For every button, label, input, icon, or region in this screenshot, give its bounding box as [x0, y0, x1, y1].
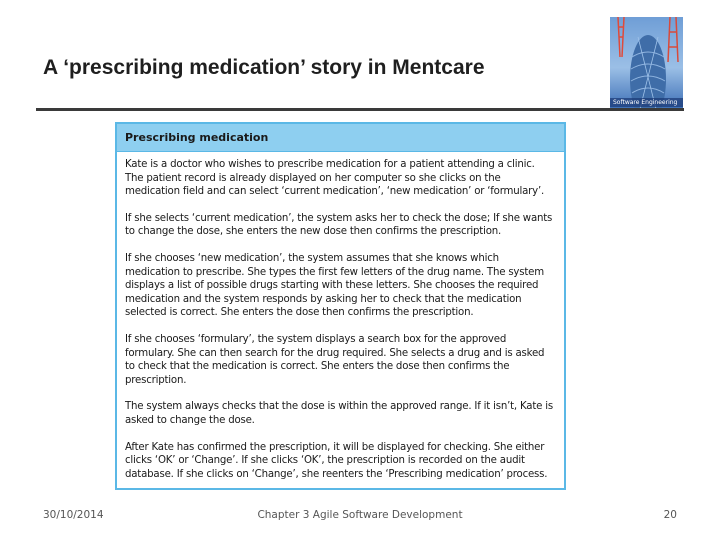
- cover-caption: Software Engineering: [610, 98, 683, 107]
- story-paragraph: After Kate has confirmed the prescription, it will be displayed for checking. She either clicks ‘OK’ or ‘Change’. If she clicks ‘OK’, the prescription is recorded on the audit database. If she clicks on ‘Change’, she reenters the ‘Prescribing medication’ process.: [125, 441, 548, 480]
- story-paragraph: If she chooses ‘formulary’, the system displays a search box for the approved formulary. She can then search for the drug required. She selects a drug and is asked to check that the medication is correct. She enters the dose then confirms the prescription.: [125, 333, 545, 386]
- book-cover-image: [610, 17, 683, 109]
- story-paragraph: If she chooses ‘new medication’, the system assumes that she knows which medication to prescribe. She types the first few letters of the drug name. The system displays a list of possible drugs starting with these letters. She chooses the required medication and the system responds by asking her to check that the medication selected is correct. She enters the dose then confirms the prescription.: [125, 252, 544, 319]
- title-divider: [36, 108, 684, 111]
- story-paragraph: The system always checks that the dose is within the approved range. If it isn’t, Kate is asked to change the dose.: [125, 401, 553, 426]
- footer-page-number: 20: [663, 509, 677, 521]
- tower-illustration: [610, 17, 683, 109]
- footer-date: 30/10/2014: [43, 509, 104, 521]
- footer-chapter: Chapter 3 Agile Software Development: [257, 509, 463, 521]
- story-box: [115, 122, 566, 490]
- story-paragraph: If she selects ‘current medication’, the system asks her to check the dose; If she wants to change the dose, she enters the new dose then confirms the prescription.: [125, 212, 553, 238]
- story-body: [117, 152, 564, 481]
- story-paragraph: Kate is a doctor who wishes to prescribe medication for a patient attending a clinic. The patient record is already displayed on her computer so she clicks on the medication field and can select ‘current medication’, ‘new medication’ or ‘formulary’.: [125, 159, 545, 198]
- story-header: Prescribing medication: [117, 124, 564, 152]
- slide-title: A ‘prescribing medication’ story in Mentcare: [43, 56, 485, 79]
